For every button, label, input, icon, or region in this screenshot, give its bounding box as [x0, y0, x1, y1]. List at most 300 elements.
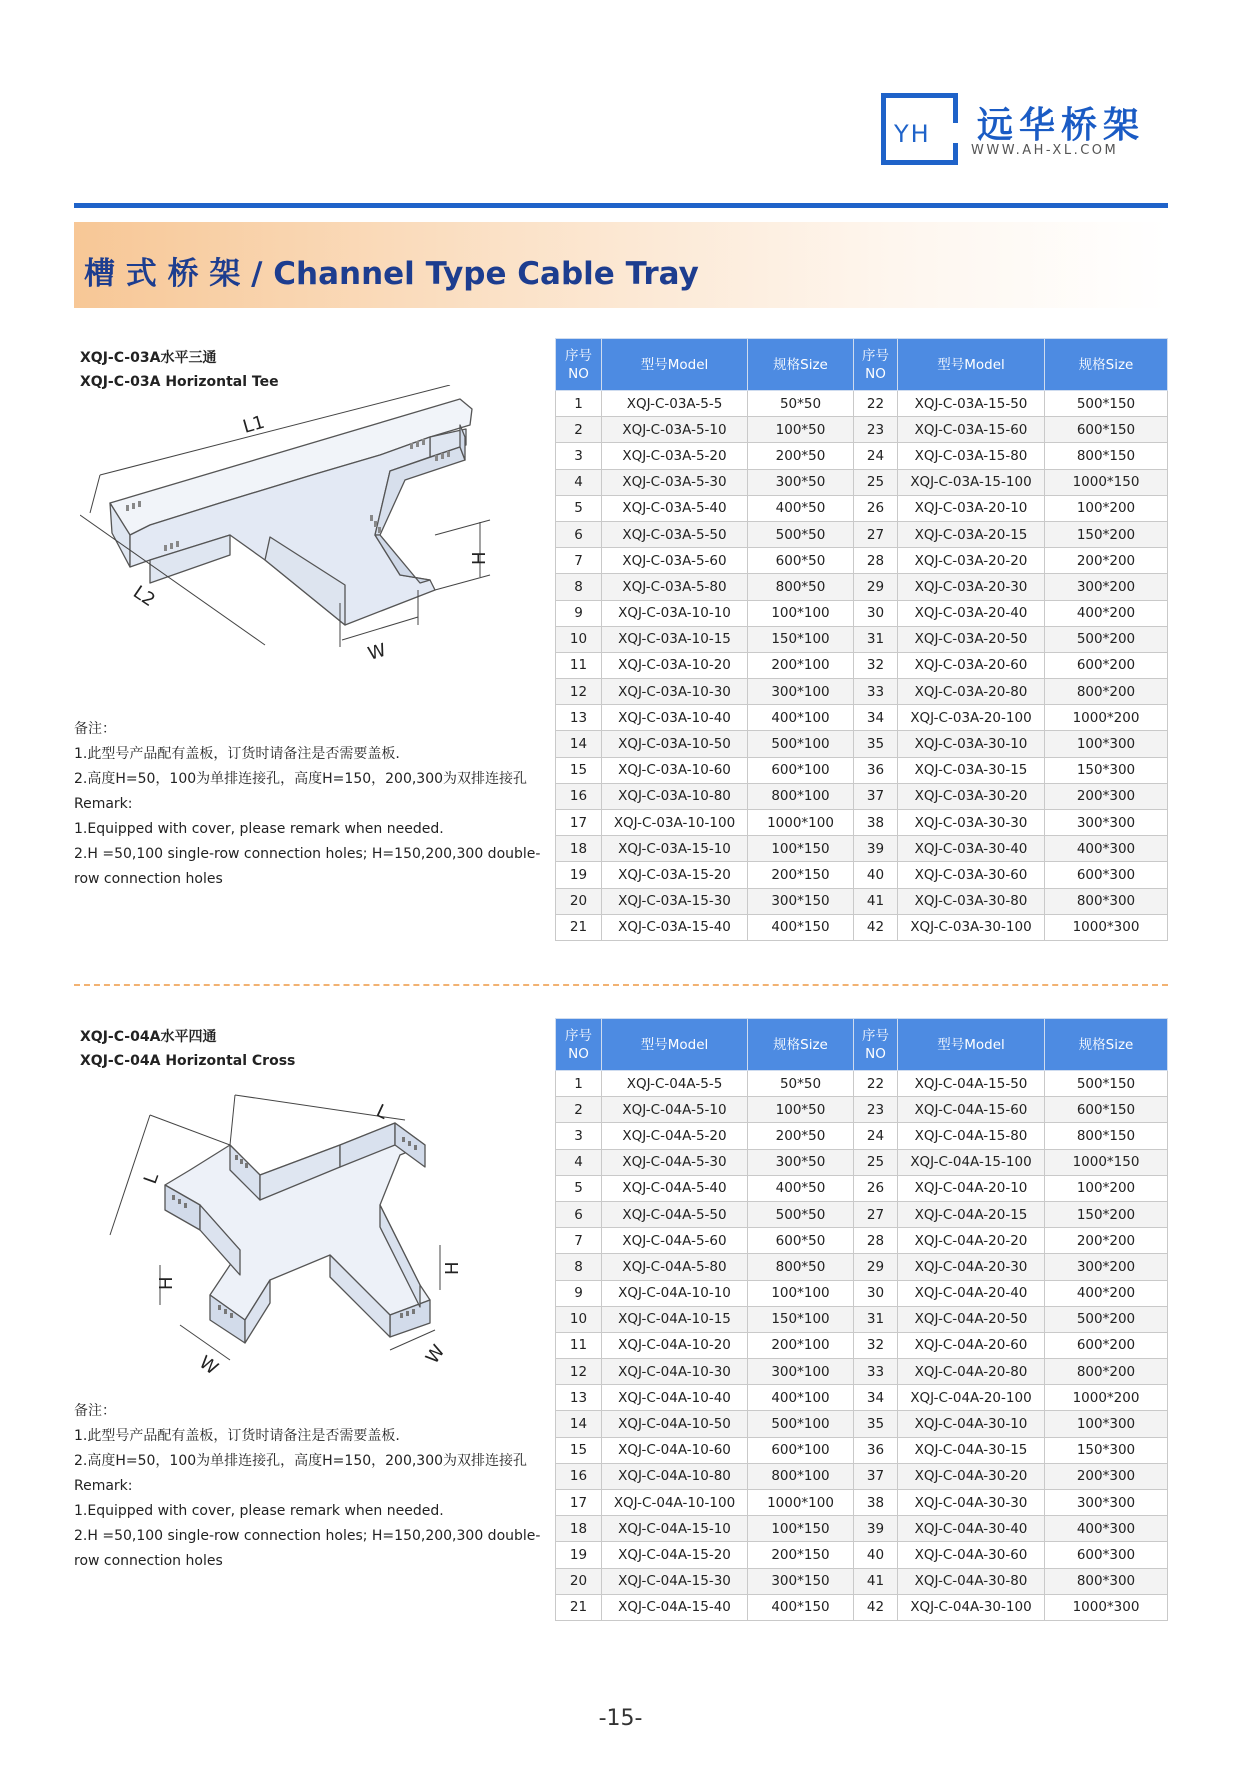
cell-model: XQJ-C-03A-15-80	[898, 443, 1045, 469]
table-row	[556, 1463, 1168, 1489]
cell-size: 200*150	[748, 862, 854, 888]
cell-no: 25	[854, 469, 898, 495]
table-row	[556, 1280, 1168, 1306]
header-no	[854, 339, 898, 391]
cell-model: XQJ-C-04A-5-30	[602, 1149, 748, 1175]
cell-model: XQJ-C-04A-20-30	[898, 1254, 1045, 1280]
cell-size: 500*200	[1045, 626, 1168, 652]
header-no-en: NO	[568, 1045, 589, 1062]
cell-size: 600*200	[1045, 652, 1168, 678]
cell-size: 200*200	[1045, 1228, 1168, 1254]
header-no-en: NO	[568, 365, 589, 382]
cell-model: XQJ-C-03A-10-10	[602, 600, 748, 626]
note-line: 2.高度H=50，100为单排连接孔，高度H=150，200,300为双排连接孔	[74, 771, 528, 787]
header-model: 型号Model	[602, 1019, 748, 1071]
cell-model: XQJ-C-04A-5-60	[602, 1228, 748, 1254]
table-row	[556, 417, 1168, 443]
logo-company-name: 远华桥架	[977, 105, 1146, 146]
cell-model: XQJ-C-04A-20-15	[898, 1201, 1045, 1227]
table-row	[556, 1542, 1168, 1568]
cell-model: XQJ-C-04A-15-40	[602, 1594, 748, 1620]
cell-model: XQJ-C-03A-15-50	[898, 391, 1045, 417]
cell-no: 34	[854, 705, 898, 731]
cell-no: 30	[854, 1280, 898, 1306]
cell-model: XQJ-C-04A-10-10	[602, 1280, 748, 1306]
cell-size: 800*150	[1045, 443, 1168, 469]
cell-no: 39	[854, 1516, 898, 1542]
cell-size: 800*150	[1045, 1123, 1168, 1149]
logo-mark-text: YH	[894, 120, 931, 148]
cell-model: XQJ-C-04A-20-20	[898, 1228, 1045, 1254]
logo-website: WWW.AH-XL.COM	[971, 143, 1119, 158]
table-row	[556, 914, 1168, 940]
cell-no: 27	[854, 521, 898, 547]
table-row	[556, 888, 1168, 914]
cell-size: 400*100	[748, 705, 854, 731]
cell-model: XQJ-C-03A-10-60	[602, 757, 748, 783]
cell-model: XQJ-C-03A-15-20	[602, 862, 748, 888]
table-row	[556, 731, 1168, 757]
cell-no: 10	[556, 626, 602, 652]
cell-size: 600*50	[748, 548, 854, 574]
cell-model: XQJ-C-03A-15-40	[602, 914, 748, 940]
cell-no: 25	[854, 1149, 898, 1175]
cell-no: 1	[556, 391, 602, 417]
cell-model: XQJ-C-03A-15-30	[602, 888, 748, 914]
cell-model: XQJ-C-03A-10-15	[602, 626, 748, 652]
cell-model: XQJ-C-04A-20-10	[898, 1175, 1045, 1201]
table-row	[556, 652, 1168, 678]
header-model: 型号Model	[898, 1019, 1045, 1071]
header-size: 规格Size	[1045, 1019, 1168, 1071]
cell-model: XQJ-C-04A-30-20	[898, 1463, 1045, 1489]
note-line: Remark:	[74, 796, 133, 812]
cell-size: 300*300	[1045, 810, 1168, 836]
cell-no: 20	[556, 1568, 602, 1594]
cell-size: 400*200	[1045, 1280, 1168, 1306]
header-no	[556, 339, 602, 391]
table-row	[556, 810, 1168, 836]
cell-no: 13	[556, 705, 602, 731]
header-no	[854, 1019, 898, 1071]
table-row	[556, 574, 1168, 600]
company-logo	[881, 93, 1151, 165]
table-row	[556, 836, 1168, 862]
cell-size: 500*100	[748, 731, 854, 757]
header-size: 规格Size	[748, 339, 854, 391]
cell-no: 8	[556, 574, 602, 600]
cell-size: 600*300	[1045, 862, 1168, 888]
notes-cross	[74, 1399, 544, 1574]
cell-no: 29	[854, 574, 898, 600]
cell-size: 600*150	[1045, 1097, 1168, 1123]
cell-size: 300*50	[748, 469, 854, 495]
cell-size: 500*150	[1045, 1071, 1168, 1097]
cell-no: 23	[854, 417, 898, 443]
cell-size: 100*100	[748, 600, 854, 626]
table-row	[556, 548, 1168, 574]
note-line: 2.H =50,100 single-row connection holes; H=150,200,300 double-	[74, 1528, 541, 1544]
header-no-en: NO	[865, 365, 886, 382]
cell-no: 41	[854, 888, 898, 914]
cell-model: XQJ-C-03A-10-80	[602, 783, 748, 809]
cell-no: 15	[556, 757, 602, 783]
cell-no: 4	[556, 469, 602, 495]
cell-model: XQJ-C-03A-10-50	[602, 731, 748, 757]
cell-no: 4	[556, 1149, 602, 1175]
diagram-label-w-left: W	[195, 1351, 222, 1380]
cell-model: XQJ-C-04A-10-60	[602, 1437, 748, 1463]
cell-model: XQJ-C-03A-5-40	[602, 495, 748, 521]
cell-model: XQJ-C-04A-30-80	[898, 1568, 1045, 1594]
table-row	[556, 1385, 1168, 1411]
cell-model: XQJ-C-04A-15-60	[898, 1097, 1045, 1123]
cell-size: 600*300	[1045, 1542, 1168, 1568]
cell-model: XQJ-C-04A-15-30	[602, 1568, 748, 1594]
cell-no: 21	[556, 1594, 602, 1620]
cell-size: 500*50	[748, 521, 854, 547]
note-line: 1.此型号产品配有盖板，订货时请备注是否需要盖板.	[74, 746, 400, 762]
cell-no: 18	[556, 836, 602, 862]
cell-no: 40	[854, 1542, 898, 1568]
cell-model: XQJ-C-04A-10-20	[602, 1332, 748, 1358]
cell-size: 300*300	[1045, 1490, 1168, 1516]
cell-no: 41	[854, 1568, 898, 1594]
cell-model: XQJ-C-03A-20-10	[898, 495, 1045, 521]
table-row	[556, 1490, 1168, 1516]
cell-no: 11	[556, 1332, 602, 1358]
cell-model: XQJ-C-04A-15-80	[898, 1123, 1045, 1149]
cell-model: XQJ-C-03A-20-15	[898, 521, 1045, 547]
cell-model: XQJ-C-03A-30-60	[898, 862, 1045, 888]
cell-no: 1	[556, 1071, 602, 1097]
note-line: row connection holes	[74, 871, 223, 887]
cell-size: 200*300	[1045, 783, 1168, 809]
cell-size: 200*200	[1045, 548, 1168, 574]
cell-model: XQJ-C-03A-5-10	[602, 417, 748, 443]
header-rule	[74, 203, 1168, 208]
cell-size: 200*100	[748, 1332, 854, 1358]
cell-no: 26	[854, 495, 898, 521]
cell-size: 200*100	[748, 652, 854, 678]
page-title: 槽 式 桥 架 / Channel Type Cable Tray	[84, 256, 699, 292]
cell-no: 16	[556, 1463, 602, 1489]
cell-model: XQJ-C-04A-15-10	[602, 1516, 748, 1542]
cell-size: 800*200	[1045, 679, 1168, 705]
cell-model: XQJ-C-03A-30-15	[898, 757, 1045, 783]
cell-model: XQJ-C-04A-10-80	[602, 1463, 748, 1489]
cell-size: 100*100	[748, 1280, 854, 1306]
cell-no: 22	[854, 391, 898, 417]
cell-size: 400*150	[748, 1594, 854, 1620]
note-line: 2.H =50,100 single-row connection holes; H=150,200,300 double-	[74, 846, 541, 862]
cell-size: 100*150	[748, 836, 854, 862]
header-no-cn: 序号	[565, 347, 592, 364]
cell-size: 300*150	[748, 1568, 854, 1594]
cell-size: 800*300	[1045, 1568, 1168, 1594]
logo-mark	[881, 93, 953, 165]
cell-size: 400*50	[748, 495, 854, 521]
cell-size: 300*100	[748, 1359, 854, 1385]
cell-model: XQJ-C-03A-30-10	[898, 731, 1045, 757]
cell-model: XQJ-C-03A-5-30	[602, 469, 748, 495]
cell-no: 38	[854, 1490, 898, 1516]
product-title-cn: XQJ-C-04A水平四通	[80, 1029, 217, 1045]
cell-size: 600*200	[1045, 1332, 1168, 1358]
cell-no: 40	[854, 862, 898, 888]
cell-model: XQJ-C-03A-30-30	[898, 810, 1045, 836]
cell-model: XQJ-C-03A-30-40	[898, 836, 1045, 862]
cell-model: XQJ-C-04A-20-60	[898, 1332, 1045, 1358]
cell-no: 23	[854, 1097, 898, 1123]
cell-model: XQJ-C-03A-30-20	[898, 783, 1045, 809]
cell-model: XQJ-C-04A-10-30	[602, 1359, 748, 1385]
cell-size: 200*50	[748, 443, 854, 469]
cell-no: 8	[556, 1254, 602, 1280]
cell-model: XQJ-C-03A-20-30	[898, 574, 1045, 600]
header-no-cn: 序号	[862, 1027, 889, 1044]
table-row	[556, 1123, 1168, 1149]
cell-size: 100*50	[748, 1097, 854, 1123]
horizontal-cross-diagram	[90, 1075, 530, 1385]
cell-size: 400*300	[1045, 1516, 1168, 1542]
cell-no: 17	[556, 1490, 602, 1516]
cell-size: 100*200	[1045, 1175, 1168, 1201]
diagram-label-l1: L1	[240, 411, 268, 438]
cell-size: 500*100	[748, 1411, 854, 1437]
cell-size: 200*50	[748, 1123, 854, 1149]
cell-size: 600*100	[748, 1437, 854, 1463]
cell-size: 150*300	[1045, 1437, 1168, 1463]
cell-no: 34	[854, 1385, 898, 1411]
cell-size: 1000*100	[748, 1490, 854, 1516]
header-size: 规格Size	[748, 1019, 854, 1071]
cell-model: XQJ-C-03A-15-60	[898, 417, 1045, 443]
cell-size: 800*300	[1045, 888, 1168, 914]
cell-no: 42	[854, 914, 898, 940]
cell-size: 150*100	[748, 1306, 854, 1332]
note-line: 1.Equipped with cover, please remark when needed.	[74, 821, 444, 837]
product-title-en: XQJ-C-04A Horizontal Cross	[80, 1053, 296, 1069]
cell-model: XQJ-C-03A-30-100	[898, 914, 1045, 940]
spec-table-cross	[555, 1018, 1168, 1621]
cell-no: 30	[854, 600, 898, 626]
cell-size: 150*300	[1045, 757, 1168, 783]
cell-no: 19	[556, 1542, 602, 1568]
cell-size: 1000*150	[1045, 1149, 1168, 1175]
cell-no: 37	[854, 783, 898, 809]
cell-size: 300*150	[748, 888, 854, 914]
diagram-label-w: W	[365, 639, 389, 665]
cell-size: 300*100	[748, 679, 854, 705]
cell-model: XQJ-C-03A-5-5	[602, 391, 748, 417]
cell-model: XQJ-C-04A-10-40	[602, 1385, 748, 1411]
note-line: row connection holes	[74, 1553, 223, 1569]
cell-model: XQJ-C-04A-30-10	[898, 1411, 1045, 1437]
cell-size: 50*50	[748, 391, 854, 417]
cell-model: XQJ-C-03A-20-40	[898, 600, 1045, 626]
table-row	[556, 1097, 1168, 1123]
cell-size: 300*200	[1045, 574, 1168, 600]
diagram-label-h: H	[469, 551, 490, 565]
cell-size: 1000*150	[1045, 469, 1168, 495]
cell-size: 50*50	[748, 1071, 854, 1097]
cell-model: XQJ-C-04A-15-100	[898, 1149, 1045, 1175]
cell-no: 21	[556, 914, 602, 940]
cell-model: XQJ-C-04A-5-40	[602, 1175, 748, 1201]
table-row	[556, 443, 1168, 469]
diagram-label-h-left: H	[156, 1276, 177, 1290]
cell-no: 42	[854, 1594, 898, 1620]
cell-no: 9	[556, 600, 602, 626]
cell-model: XQJ-C-04A-30-60	[898, 1542, 1045, 1568]
cell-size: 600*150	[1045, 417, 1168, 443]
cell-size: 100*300	[1045, 731, 1168, 757]
notes-tee	[74, 717, 544, 892]
header-model: 型号Model	[898, 339, 1045, 391]
cell-no: 2	[556, 1097, 602, 1123]
cell-size: 400*100	[748, 1385, 854, 1411]
cell-model: XQJ-C-04A-5-50	[602, 1201, 748, 1227]
header-no-cn: 序号	[862, 347, 889, 364]
title-banner	[74, 222, 1168, 308]
table-row	[556, 1254, 1168, 1280]
cell-model: XQJ-C-03A-15-100	[898, 469, 1045, 495]
cell-no: 3	[556, 1123, 602, 1149]
cell-no: 19	[556, 862, 602, 888]
table-row	[556, 862, 1168, 888]
note-line: 2.高度H=50，100为单排连接孔，高度H=150，200,300为双排连接孔	[74, 1453, 528, 1469]
cell-model: XQJ-C-04A-10-15	[602, 1306, 748, 1332]
cell-model: XQJ-C-04A-20-50	[898, 1306, 1045, 1332]
cell-size: 1000*300	[1045, 914, 1168, 940]
cell-no: 7	[556, 548, 602, 574]
table-row	[556, 679, 1168, 705]
cell-no: 18	[556, 1516, 602, 1542]
cell-size: 800*50	[748, 1254, 854, 1280]
horizontal-tee-diagram	[80, 385, 540, 695]
cell-no: 10	[556, 1306, 602, 1332]
cell-size: 800*50	[748, 574, 854, 600]
cell-no: 36	[854, 757, 898, 783]
cell-no: 17	[556, 810, 602, 836]
cell-no: 32	[854, 1332, 898, 1358]
cell-size: 150*200	[1045, 521, 1168, 547]
table-row	[556, 757, 1168, 783]
diagram-label-w-right: W	[421, 1341, 450, 1368]
cell-no: 27	[854, 1201, 898, 1227]
cell-model: XQJ-C-03A-10-20	[602, 652, 748, 678]
cell-no: 35	[854, 731, 898, 757]
cell-size: 300*200	[1045, 1254, 1168, 1280]
cell-size: 100*300	[1045, 1411, 1168, 1437]
cell-model: XQJ-C-04A-30-30	[898, 1490, 1045, 1516]
cell-model: XQJ-C-04A-15-20	[602, 1542, 748, 1568]
cell-no: 31	[854, 1306, 898, 1332]
header-no-en: NO	[865, 1045, 886, 1062]
cell-model: XQJ-C-03A-5-20	[602, 443, 748, 469]
table-row	[556, 705, 1168, 731]
cell-no: 12	[556, 1359, 602, 1385]
cell-model: XQJ-C-03A-15-10	[602, 836, 748, 862]
header-no	[556, 1019, 602, 1071]
table-row	[556, 783, 1168, 809]
cell-no: 31	[854, 626, 898, 652]
cell-no: 24	[854, 1123, 898, 1149]
cell-no: 32	[854, 652, 898, 678]
cell-size: 400*200	[1045, 600, 1168, 626]
section-divider	[74, 984, 1168, 986]
cell-size: 500*150	[1045, 391, 1168, 417]
cell-no: 22	[854, 1071, 898, 1097]
cell-no: 15	[556, 1437, 602, 1463]
spec-table-tee	[555, 338, 1168, 941]
cell-no: 33	[854, 1359, 898, 1385]
cell-size: 1000*100	[748, 810, 854, 836]
cell-model: XQJ-C-04A-10-100	[602, 1490, 748, 1516]
table-row	[556, 1201, 1168, 1227]
cell-no: 9	[556, 1280, 602, 1306]
cell-no: 35	[854, 1411, 898, 1437]
cell-size: 1000*200	[1045, 1385, 1168, 1411]
cell-size: 500*200	[1045, 1306, 1168, 1332]
cell-model: XQJ-C-03A-20-60	[898, 652, 1045, 678]
table-row	[556, 1071, 1168, 1097]
cell-model: XQJ-C-03A-10-100	[602, 810, 748, 836]
cell-no: 14	[556, 731, 602, 757]
cell-model: XQJ-C-04A-5-80	[602, 1254, 748, 1280]
table-row	[556, 391, 1168, 417]
table-row	[556, 1332, 1168, 1358]
cell-no: 13	[556, 1385, 602, 1411]
cell-no: 3	[556, 443, 602, 469]
cell-no: 26	[854, 1175, 898, 1201]
diagram-label-h-right: H	[442, 1261, 463, 1275]
table-row	[556, 600, 1168, 626]
cell-size: 200*150	[748, 1542, 854, 1568]
cell-size: 600*50	[748, 1228, 854, 1254]
cell-no: 24	[854, 443, 898, 469]
note-line: 1.此型号产品配有盖板，订货时请备注是否需要盖板.	[74, 1428, 400, 1444]
cell-size: 100*50	[748, 417, 854, 443]
note-line: 1.Equipped with cover, please remark when needed.	[74, 1503, 444, 1519]
cell-model: XQJ-C-03A-10-30	[602, 679, 748, 705]
table-row	[556, 1568, 1168, 1594]
note-line: Remark:	[74, 1478, 133, 1494]
cell-no: 2	[556, 417, 602, 443]
diagram-label-l-right: L	[372, 1100, 391, 1124]
table-row	[556, 1228, 1168, 1254]
cell-no: 38	[854, 810, 898, 836]
cell-model: XQJ-C-03A-20-50	[898, 626, 1045, 652]
cell-no: 11	[556, 652, 602, 678]
cell-size: 400*150	[748, 914, 854, 940]
product-title-cross	[80, 1025, 295, 1073]
table-row	[556, 469, 1168, 495]
cell-size: 600*100	[748, 757, 854, 783]
cell-size: 100*150	[748, 1516, 854, 1542]
cell-model: XQJ-C-03A-5-50	[602, 521, 748, 547]
cell-no: 6	[556, 1201, 602, 1227]
cell-model: XQJ-C-04A-20-80	[898, 1359, 1045, 1385]
table-row	[556, 1175, 1168, 1201]
cell-model: XQJ-C-04A-5-5	[602, 1071, 748, 1097]
cell-model: XQJ-C-04A-15-50	[898, 1071, 1045, 1097]
table-row	[556, 1516, 1168, 1542]
cell-size: 1000*200	[1045, 705, 1168, 731]
note-line: 备注：	[74, 1403, 116, 1419]
cell-model: XQJ-C-03A-20-20	[898, 548, 1045, 574]
